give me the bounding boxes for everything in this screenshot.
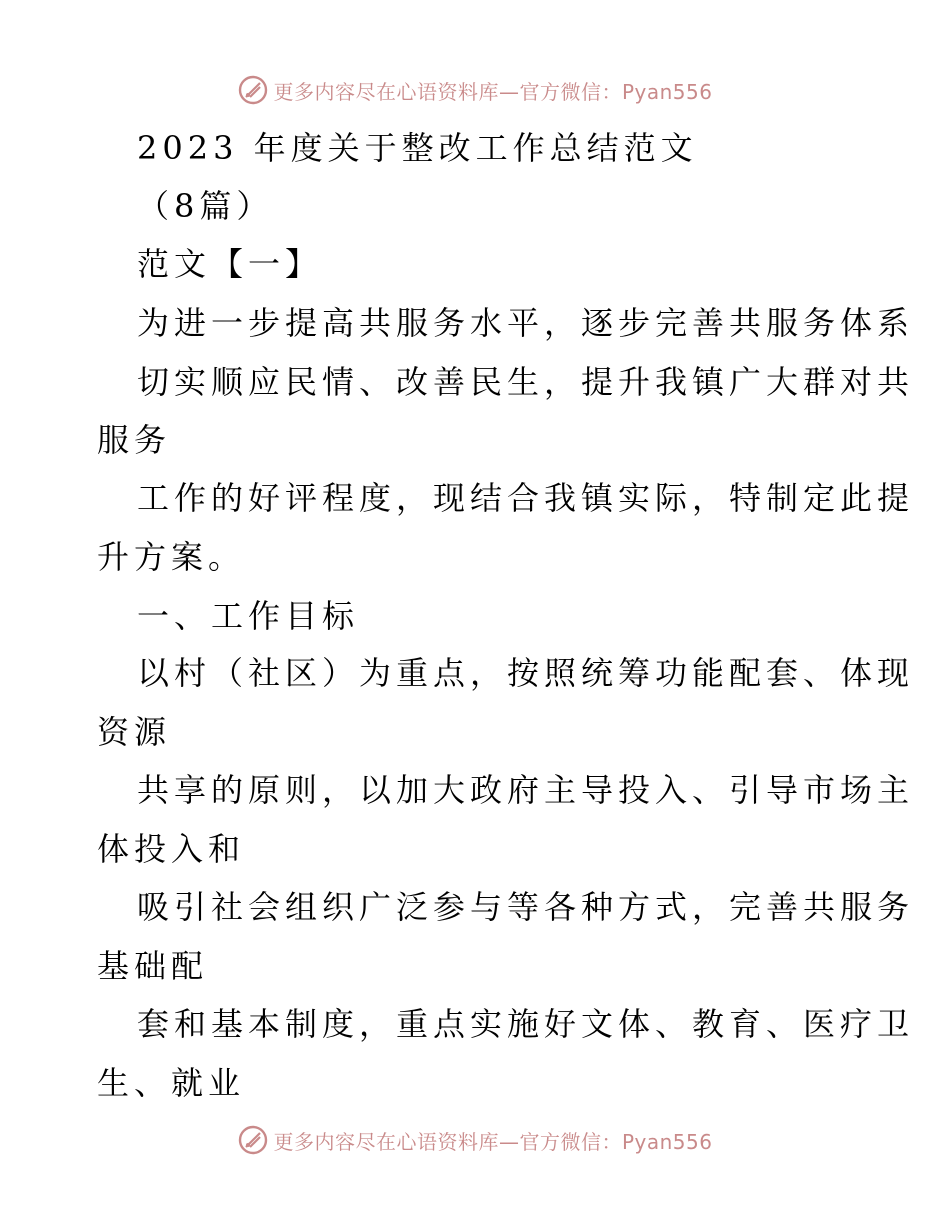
- section-heading: 范文【一】: [137, 245, 323, 283]
- paragraph-line: 切实顺应民情、改善民生，提升我镇广大群对共: [137, 363, 915, 401]
- header-watermark: [0, 70, 950, 110]
- paragraph-line: 体投入和: [97, 830, 246, 868]
- paragraph-line: 生、就业: [97, 1064, 246, 1102]
- paragraph-line: 为进一步提高共服务水平，逐步完善共服务体系: [137, 304, 915, 342]
- paragraph-line: 服务: [97, 421, 172, 459]
- subsection-heading: 一、工作目标: [137, 597, 360, 635]
- paragraph-line: 吸引社会组织广泛参与等各种方式，完善共服务: [137, 888, 915, 926]
- paragraph-line: 以村（社区）为重点，按照统筹功能配套、体现: [137, 654, 915, 692]
- paragraph-line: 套和基本制度，重点实施好文体、教育、医疗卫: [137, 1005, 915, 1043]
- footer-watermark: [0, 1120, 950, 1160]
- document-subtitle: （8篇）: [137, 187, 274, 225]
- watermark-text: 更多内容尽在心语资料库—官方微信：Pyan556: [273, 79, 713, 104]
- paragraph-line: 工作的好评程度，现结合我镇实际，特制定此提: [137, 479, 915, 517]
- quill-logo-icon: [237, 74, 269, 106]
- paragraph-line: 资源: [97, 713, 172, 751]
- quill-logo-icon: [237, 1124, 269, 1156]
- paragraph-line: 基础配: [97, 947, 209, 985]
- watermark-text: 更多内容尽在心语资料库—官方微信：Pyan556: [273, 1129, 713, 1154]
- paragraph-line: 共享的原则，以加大政府主导投入、引导市场主: [137, 771, 915, 809]
- document-title: 2023 年度关于整改工作总结范文: [137, 129, 698, 167]
- paragraph-line: 升方案。: [97, 538, 246, 576]
